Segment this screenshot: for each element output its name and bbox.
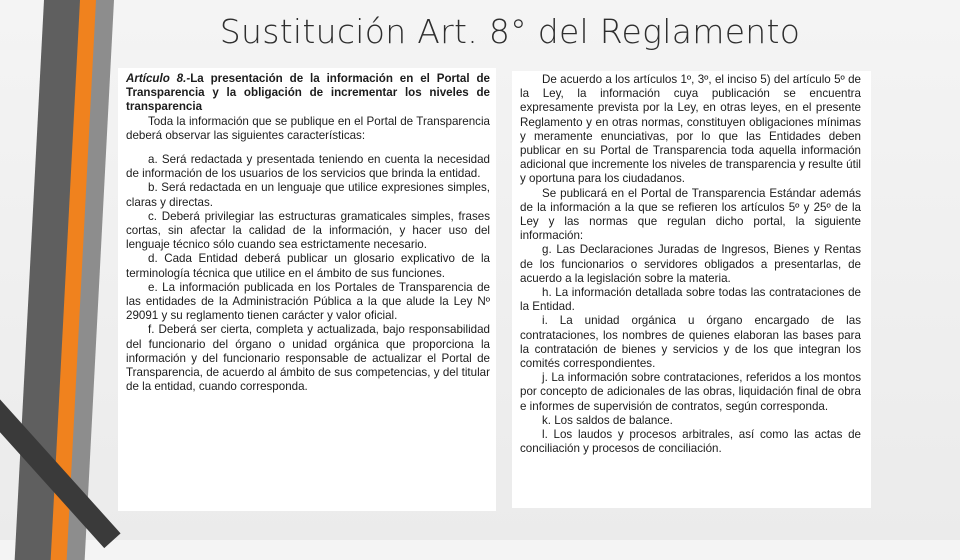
article-item-f: f. Deberá ser cierta, completa y actualizada, bajo responsabilidad del funcionario del órgano o unidad orgánica que proporciona la información y del funcionario responsable de actualizar el Portal de Transparencia, de acuerdo al ámbito de sus competencias, y del titular de la entidad, cuando corresponda.: [126, 323, 490, 394]
article-item-i: i. La unidad orgánica u órgano encargado de las contrataciones, los nombres de quienes elaboran las bases para la contratación de bienes y servicios y de los que integran los comités correspondientes.: [520, 314, 861, 371]
article-8-scan-left: [118, 68, 496, 511]
article-paragraph-2: Se publicará en el Portal de Transparencia Estándar además de la información a la que se refieren los artículos 5º y 25º de la Ley y las normas que regulan dicho portal, la siguiente información:: [520, 186, 861, 243]
article-item-g: g. Las Declaraciones Juradas de Ingresos, Bienes y Rentas de los funcionarios o servidores obligados a presentarlas, de acuerdo a la legislación sobre la materia.: [520, 243, 861, 285]
article-item-e: e. La información publicada en los Portales de Transparencia de las entidades de la Administración Pública a la que alude la Ley Nº 29091 y su reglamento tienen carácter y valor oficial.: [126, 280, 490, 323]
article-heading-lead: Artículo 8.-: [126, 72, 191, 85]
article-item-k: k. Los saldos de balance.: [542, 413, 673, 427]
article-8-scan-right: [512, 71, 871, 508]
article-item-c: c. Deberá privilegiar las estructuras gramaticales simples, frases cortas, sin afectar la calidad de la información, y hacer uso del lenguaje técnico sólo cuando sea estrictamente necesario.: [126, 209, 490, 252]
article-item-b: b. Será redactada en un lenguaje que utilice expresiones simples, claras y directas.: [126, 181, 490, 209]
article-item-d: d. Cada Entidad deberá publicar un glosario explicativo de la terminología técnica que utilice en el ámbito de sus funciones.: [126, 252, 490, 280]
article-intro: Toda la información que se publique en el Portal de Transparencia deberá observar las siguientes características:: [126, 114, 490, 142]
article-item-l: l. Los laudos y procesos arbitrales, así como las actas de conciliación y procesos de conciliación.: [520, 428, 861, 456]
article-heading: [126, 72, 490, 115]
article-item-a: a. Será redactada y presentada teniendo en cuenta la necesidad de información de los usuarios de los servicios que brinda la entidad.: [126, 153, 490, 181]
article-item-h: h. La información detallada sobre todas las contrataciones de la Entidad.: [520, 286, 861, 314]
article-item-j: j. La información sobre contrataciones, referidos a los montos por concepto de adicionales de las obras, liquidación final de obra e informes de supervisión de contratos, según corresponda.: [520, 371, 861, 413]
article-heading-title: La presentación de la información en el Portal de Transparencia y la obligación de incrementar los niveles de transparencia: [126, 72, 490, 114]
article-paragraph-1: De acuerdo a los artículos 1º, 3º, el inciso 5) del artículo 5º de la Ley, la información cuya publicación se encuentra expresamente prevista por la Ley, en otras leyes, en el presente Reglamento y en otras normas, constituyen obligaciones mínimas y meramente enunciativas, por lo que las Entidades deben publicar en su Portal de Transparencia toda aquella información adicional que incremente los niveles de transparencia y resulte útil y oportuna para los ciudadanos.: [520, 73, 861, 186]
slide-title: Sustitución Art. 8° del Reglamento: [219, 12, 801, 51]
